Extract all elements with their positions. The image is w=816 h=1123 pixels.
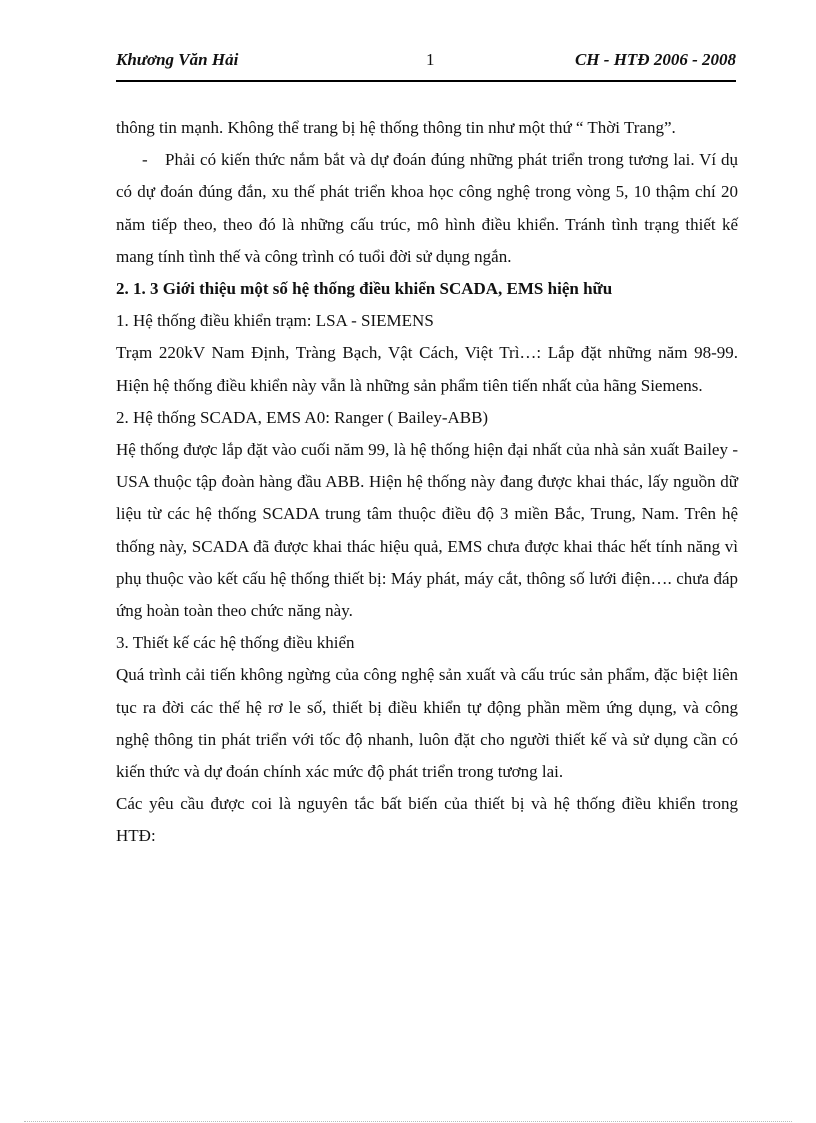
paragraph: thông tin mạnh. Không thể trang bị hệ thống thông tin như một thứ “ Thời Trang”. (116, 118, 676, 137)
item-title: 1. Hệ thống điều khiển trạm: LSA - SIEMENS (116, 311, 434, 331)
paragraph: Trạm 220kV Nam Định, Tràng Bạch, Vật Cách, Việt Trì…: Lắp đặt những năm 98-99. Hiện hệ thống điều khiển này vẫn là những sản phẩm tiên tiến nhất của hãng Siemens. (116, 343, 738, 395)
page-header (116, 48, 736, 74)
bullet-text: Phải có kiến thức nắm bắt và dự đoán đúng những phát triển trong tương lai. Ví dụ có dự đoán đúng đắn, xu thế phát triển khoa học công nghệ trong vòng 5, 10 thậm chí 20 năm tiếp theo, theo đó là những cấu trúc, mô hình điều khiển. Tránh tình trạng thiết kế mang tính tình thế và công trình có tuổi đời sử dụng ngắn. (116, 150, 738, 266)
document-body (116, 112, 738, 853)
bullet-dash: - (142, 150, 148, 170)
header-course: CH - HTĐ 2006 - 2008 (574, 50, 736, 69)
section-heading: 2. 1. 3 Giới thiệu một số hệ thống điều khiển SCADA, EMS hiện hữu (116, 279, 613, 299)
header-page-number: 1 (426, 50, 435, 69)
page-bottom-divider (24, 1121, 792, 1122)
header-divider (116, 80, 736, 82)
header-author: Khương Văn Hải (116, 50, 239, 69)
item-title: 2. Hệ thống SCADA, EMS A0: Ranger ( Bailey-ABB) (116, 407, 489, 427)
paragraph: Các yêu cầu được coi là nguyên tắc bất biến của thiết bị và hệ thống điều khiển trong HTĐ: (116, 794, 738, 846)
item-title: 3. Thiết kế các hệ thống điều khiển (116, 633, 355, 653)
paragraph: Hệ thống được lắp đặt vào cuối năm 99, là hệ thống hiện đại nhất của nhà sản xuất Bailey - USA thuộc tập đoàn hàng đầu ABB. Hiện hệ thống này đang được khai thác, lấy nguồn dữ liệu từ các hệ thống SCADA trung tâm thuộc điều độ 3 miền Bắc, Trung, Nam. Trên hệ thống này, SCADA đã được khai thác hiệu quả, EMS chưa được khai thác hết tính năng vì phụ thuộc vào kết cấu hệ thống thiết bị: Máy phát, máy cắt, thông số lưới điện…. chưa đáp ứng hoàn toàn theo chức năng này. (116, 440, 738, 621)
bullet-paragraph (116, 144, 738, 273)
paragraph: Quá trình cải tiến không ngừng của công nghệ sản xuất và cấu trúc sản phẩm, đặc biệt liên tục ra đời các thế hệ rơ le số, thiết bị điều khiển tự động phần mềm ứng dụng, và công nghệ thông tin phát triển với tốc độ nhanh, luôn đặt cho người thiết kế và sử dụng cần có kiến thức và dự đoán chính xác mức độ phát triển trong tương lai. (116, 665, 738, 782)
